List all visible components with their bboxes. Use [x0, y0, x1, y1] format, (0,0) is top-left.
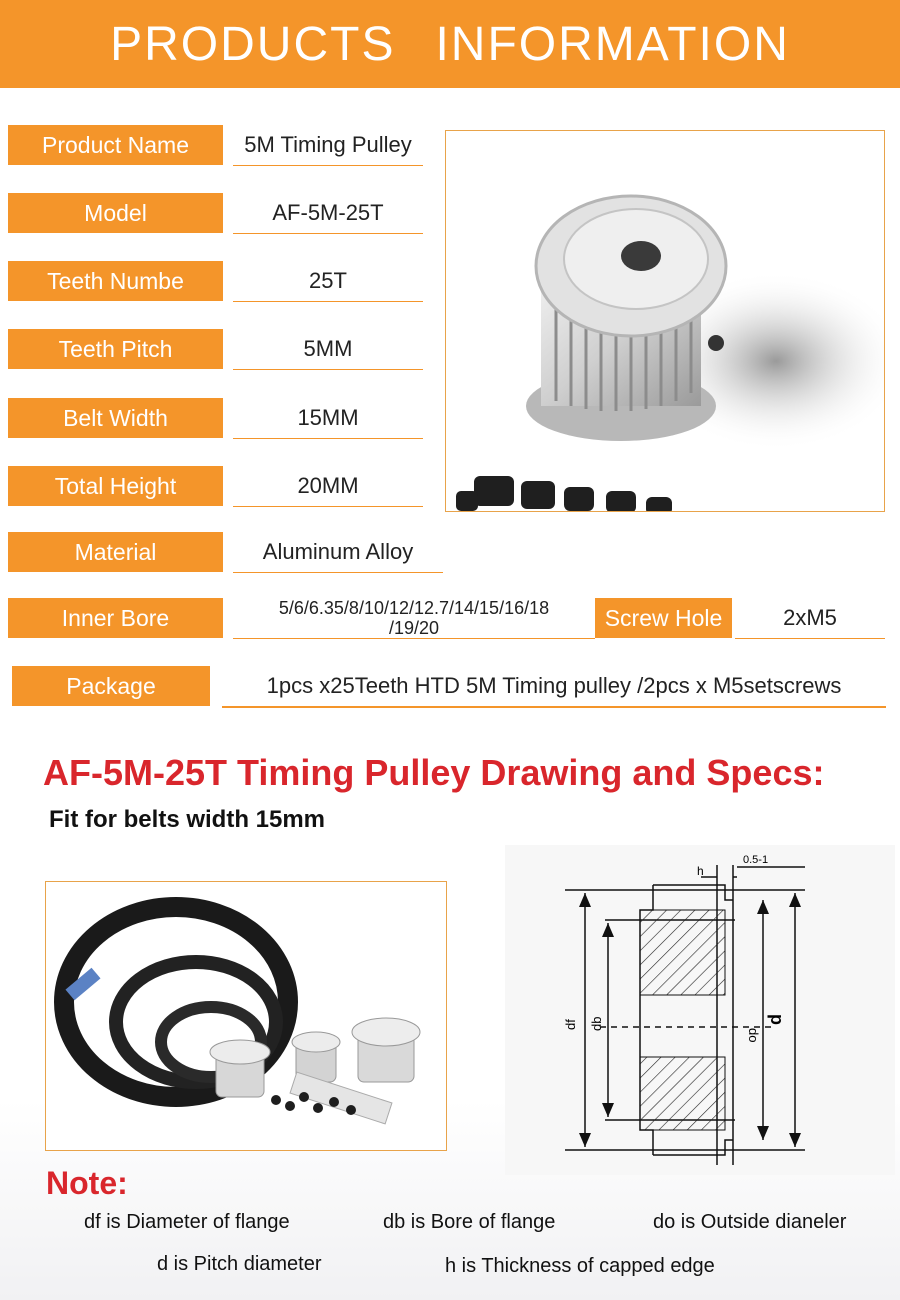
- spec-row-inner-bore: [8, 598, 888, 638]
- technical-drawing: [505, 845, 895, 1175]
- spec-row-package: [12, 666, 888, 706]
- pulley-1-top: [210, 1040, 270, 1064]
- screw-hole-label: Screw Hole: [595, 598, 732, 638]
- spec-label: Material: [8, 532, 223, 572]
- package-value: 1pcs x25Teeth HTD 5M Timing pulley /2pcs x M5setscrews: [222, 666, 886, 708]
- header-banner: [0, 0, 900, 88]
- spec-value: Aluminum Alloy: [233, 532, 443, 573]
- label-h: h: [697, 864, 704, 878]
- note-title: Note:: [46, 1165, 128, 1201]
- spec-label: Inner Bore: [8, 598, 223, 638]
- pulley-3-top: [352, 1018, 420, 1046]
- setscrews: [456, 476, 672, 511]
- inner-bore-line1: 5/6/6.35/8/10/12/12.7/14/15/16/18: [278, 598, 550, 618]
- bore-hole: [621, 241, 661, 271]
- spec-value: 5M Timing Pulley: [233, 125, 423, 166]
- setscrew-hole: [708, 335, 724, 351]
- inner-bore-value: [233, 598, 595, 639]
- banner-word-products: PRODUCTS: [110, 17, 396, 71]
- label-d: d: [765, 1014, 785, 1025]
- hatch-lower: [640, 1057, 725, 1130]
- spec-label: Model: [8, 193, 223, 233]
- note-h: h is Thickness of capped edge: [445, 1255, 715, 1277]
- label-df: df: [563, 1019, 578, 1030]
- spec-label: Belt Width: [8, 398, 223, 438]
- hatch-upper: [640, 910, 725, 995]
- screw-hole-value: 2xM5: [735, 598, 885, 639]
- inner-bore-line2: /19/20: [388, 618, 440, 638]
- spec-value: 15MM: [233, 398, 423, 439]
- pulley-2-top: [292, 1032, 340, 1052]
- spec-label: Teeth Numbe: [8, 261, 223, 301]
- label-do: do: [746, 1028, 761, 1043]
- drawing-section-title: AF-5M-25T Timing Pulley Drawing and Specs:: [43, 752, 825, 793]
- pulley-cross-section: [505, 845, 895, 1175]
- product-photo-belts: [45, 881, 447, 1151]
- label-gap: 0.5-1: [743, 854, 769, 866]
- note-do: do is Outside dianeler: [653, 1211, 847, 1233]
- label-db: db: [589, 1016, 604, 1031]
- spec-value: 20MM: [233, 466, 423, 507]
- drawing-section-subtitle: Fit for belts width 15mm: [49, 806, 326, 833]
- pulley-illustration: [446, 131, 884, 511]
- product-photo-pulley: [445, 130, 885, 512]
- spec-value: 25T: [233, 261, 423, 302]
- spec-value: 5MM: [233, 329, 423, 370]
- spec-label: Product Name: [8, 125, 223, 165]
- spec-label: Teeth Pitch: [8, 329, 223, 369]
- spec-value: AF-5M-25T: [233, 193, 423, 234]
- note-db: db is Bore of flange: [383, 1211, 556, 1233]
- note-d: d is Pitch diameter: [157, 1253, 322, 1275]
- spec-label: Total Height: [8, 466, 223, 506]
- belts-illustration: [46, 882, 446, 1150]
- banner-word-information: INFORMATION: [435, 17, 790, 71]
- note-df: df is Diameter of flange: [84, 1211, 290, 1233]
- spec-label: Package: [12, 666, 210, 706]
